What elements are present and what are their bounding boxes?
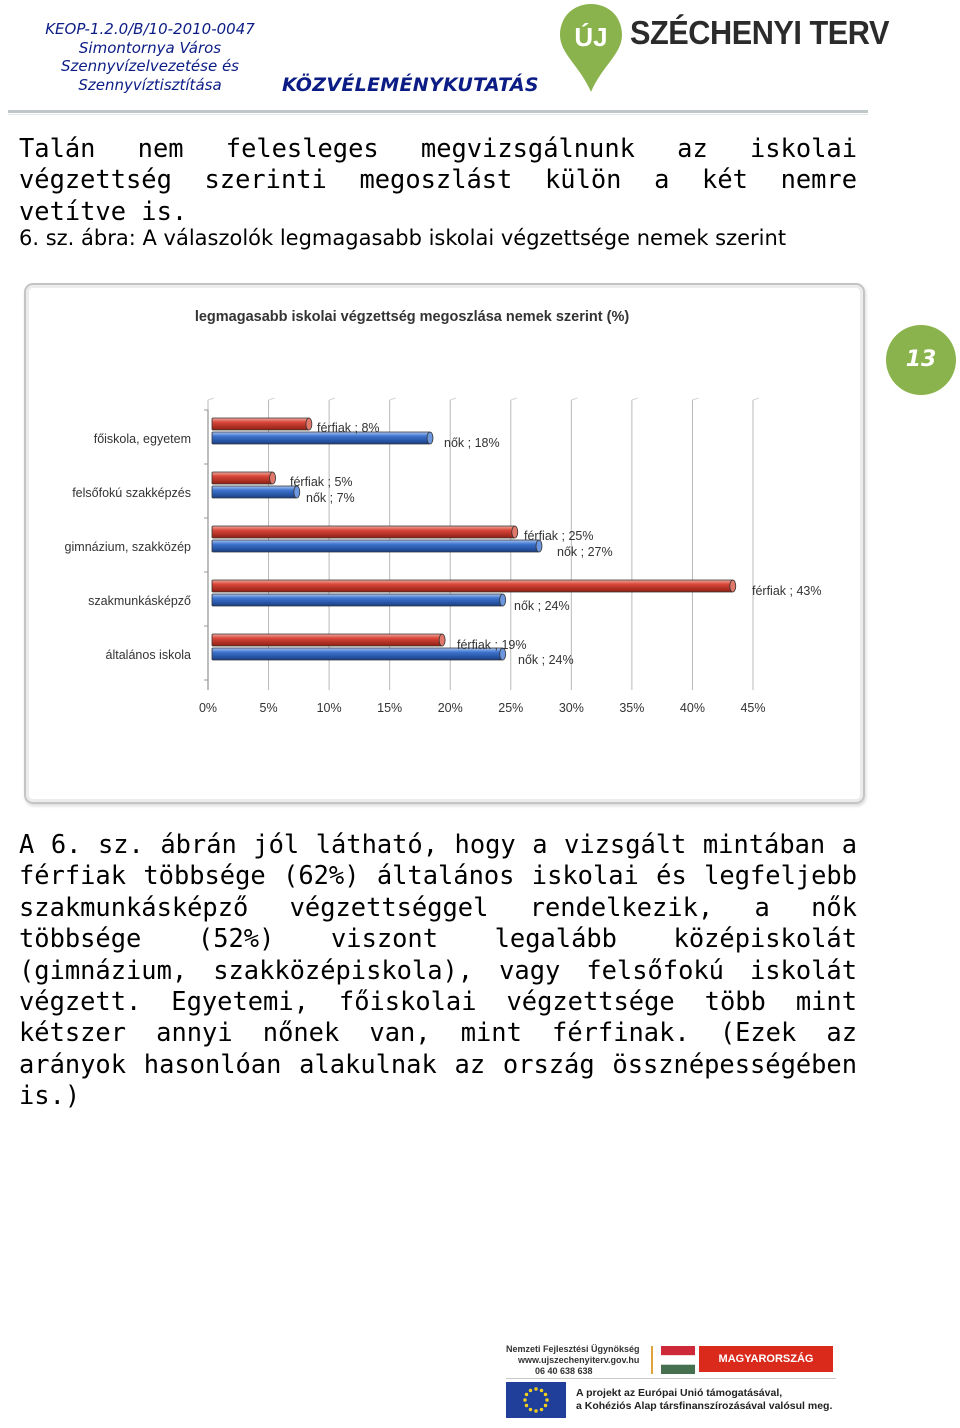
- x-tick-label: 30%: [558, 701, 584, 715]
- category-label: felsőfokú szakképzés: [72, 486, 191, 500]
- category-label: szakmunkásképző: [88, 594, 191, 608]
- project-line-4: Szennyvíztisztítása: [78, 75, 222, 94]
- gridline-top: [692, 398, 698, 400]
- data-label: nők ; 24%: [514, 599, 570, 613]
- x-tick-label: 25%: [498, 701, 524, 715]
- eu-star: [540, 1389, 543, 1392]
- gridline-top: [632, 398, 638, 400]
- chart-bars: [212, 418, 736, 660]
- x-tick-label: 20%: [437, 701, 463, 715]
- bar-férfiak: [212, 418, 309, 430]
- bar-cap: [439, 634, 445, 646]
- x-tick-label: 40%: [679, 701, 705, 715]
- x-tick-label: 35%: [619, 701, 645, 715]
- document-type-title: KÖZVÉLEMÉNYKUTATÁS: [282, 74, 539, 96]
- eu-star: [529, 1389, 532, 1392]
- footer-agency-url: www.ujszechenyiterv.gov.hu: [518, 1355, 640, 1365]
- gridline-top: [269, 398, 275, 400]
- x-tick-label: 5%: [259, 701, 278, 715]
- bar-nők: [212, 594, 503, 606]
- chart-x-tick-labels: [199, 701, 766, 715]
- bar-cap: [306, 418, 312, 430]
- chart-title: legmagasabb iskolai végzettség megoszlása nemek szerint (%): [194, 309, 630, 325]
- bar-férfiak: [212, 526, 515, 538]
- x-tick-label: 0%: [198, 701, 218, 715]
- data-label: férfiak ; 25%: [524, 529, 594, 543]
- hungarian-flag-icon: [661, 1346, 695, 1374]
- project-line-2: Simontornya Város: [78, 38, 222, 57]
- footer-eu-line-1: A projekt az Európai Unió támogatásával,: [576, 1387, 783, 1399]
- x-tick-label: 10%: [316, 701, 342, 715]
- category-label: gimnázium, szakközép: [64, 540, 191, 554]
- eu-star: [545, 1398, 548, 1401]
- body-paragraph: A 6. sz. ábrán jól látható, hogy a vizsgált mintában a férfiak többsége (62%) általános iskolai és legfeljebb szakmunkásképző végzettséggel rendelkezik, a nők többsége (52%) viszont legalább középiskolát (gimnázium, szakközépiskola), vagy felsőfokú iskolát végzett. Egyetemi, főiskolai végzettsége több mint kétszer annyi nőnek van, mint férfinak. (Ezek az arányok hasonlóan alakulnak az ország össznépességében is.): [19, 829, 857, 1111]
- gridline-top: [329, 398, 335, 400]
- chart-category-labels: [65, 432, 192, 662]
- intro-paragraph: Talán nem felesleges megvizsgálnunk az iskolai végzettség szerinti megoszlást külön a két nemre vetítve is.: [19, 133, 857, 226]
- data-label: férfiak ; 19%: [457, 638, 527, 652]
- x-tick-label: 15%: [377, 701, 403, 715]
- gridline-top: [571, 398, 577, 400]
- footer-agency-phone: 06 40 638 638: [535, 1366, 593, 1376]
- eu-star: [525, 1393, 528, 1396]
- eu-star: [534, 1387, 537, 1390]
- footer-separator: [651, 1346, 653, 1374]
- eu-star: [529, 1408, 532, 1411]
- bar-cap: [512, 526, 518, 538]
- eu-star: [534, 1409, 537, 1412]
- project-code: KEOP-1.2.0/B/10-2010-0047: [45, 20, 255, 38]
- footer-eu-line-2: a Kohéziós Alap társfinanszírozásával valósul meg.: [576, 1400, 833, 1412]
- data-label: nők ; 7%: [306, 491, 355, 505]
- eu-star: [523, 1398, 526, 1401]
- eu-star: [544, 1393, 547, 1396]
- bar-férfiak: [212, 472, 273, 484]
- page-number-badge: 13: [886, 325, 956, 395]
- footer-slogan: MAGYARORSZÁG MEGÚJUL: [699, 1346, 833, 1372]
- bar-nők: [212, 540, 539, 552]
- bar-férfiak: [212, 634, 442, 646]
- data-label: nők ; 24%: [518, 653, 574, 667]
- logo-badge-text: ÚJ: [574, 22, 608, 52]
- data-label: férfiak ; 43%: [752, 584, 822, 598]
- bar-cap: [427, 432, 433, 444]
- gridline-top: [450, 398, 456, 400]
- bar-cap: [500, 594, 506, 606]
- eu-flag-icon: [506, 1382, 566, 1418]
- footer-agency-name: Nemzeti Fejlesztési Ügynökség: [506, 1344, 640, 1354]
- data-label: férfiak ; 8%: [317, 421, 380, 435]
- data-label: férfiak ; 5%: [290, 475, 353, 489]
- category-label: általános iskola: [105, 648, 191, 662]
- footer-divider: [506, 1378, 836, 1379]
- data-label: nők ; 18%: [444, 436, 500, 450]
- figure-caption: 6. sz. ábra: A válaszolók legmagasabb iskolai végzettsége nemek szerint: [19, 226, 787, 250]
- x-tick-label: 45%: [740, 701, 766, 715]
- data-label: nők ; 27%: [557, 545, 613, 559]
- eu-star: [540, 1408, 543, 1411]
- gridline-top: [511, 398, 517, 400]
- gridline-top: [390, 398, 396, 400]
- gridline-top: [753, 398, 759, 400]
- eu-star: [525, 1404, 528, 1407]
- szechenyi-logo-text: SZÉCHENYI TERV: [630, 14, 889, 51]
- category-label: főiskola, egyetem: [93, 432, 191, 446]
- bar-cap: [270, 472, 276, 484]
- eu-star: [544, 1404, 547, 1407]
- bar-férfiak: [212, 580, 733, 592]
- project-line-3: Szennyvízelvezetése és: [60, 57, 239, 75]
- bar-cap: [730, 580, 736, 592]
- bar-nők: [212, 486, 297, 498]
- gridline-top: [208, 398, 214, 400]
